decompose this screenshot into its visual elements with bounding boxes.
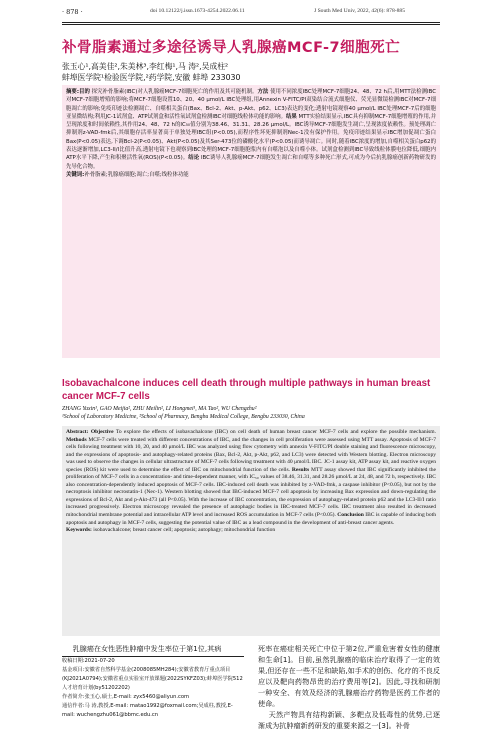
english-abstract-text: Abstract: Objective To explore the effects of isobavachalcone (IBC) on cell death of human breast cancer MCF-7 cells and explore the possible mechanism. Methods MCF-7 cells were treated with different concentrations of IBC, and the changes in cell proliferation were assessed using MTT assay. Apoptosis of MCF-7 cells following treatment with 10, 20, and 40 μmol/L IBC was analyzed using flow cytometry with annexin V-FITC/PI double staining and fluorescence microscopy, and the expressions of apoptosis- and autophagy-related proteins (Bax, Bcl-2, Akt, p-Akt, p62, and LC3) were detected with Western blotting. Electron microscopy was used to observe the changes in cellular ultrastructure of MCF-7 cells following treatment with 40 μmol/L IBC. JC-1 assay kit, ATP assay kit, and reactive oxygen species (ROS) kit were used to determine the effect of IBC on mitochondrial function of the cells. Results MTT assay showed that IBC significantly inhibited the proliferation of MCF-7 cells in a concentration- and time-dependent manner, with IC₅₀ values of 38.46, 31.31, and 28.26 μmol/L at 24, 48, and 72 h, respectively. IBC also concentration-dependently induced apoptosis of MCF-7 cells. IBC-induced cell death was inhibited by z-VAD-fmk, a caspase inhibitor (P<0.05), but not by the necroptosis inhibitor necrostatin-1 (Nec-1). Western blotting showed that IBC-induced MCF-7 cell apoptosis by increasing Bax expression and down-regulating the expressions of Bcl-2, Akt and p-Akt-473 (all P<0.05). With the increase of IBC concentration, the expression of autophagy-related protein p62 and the LC3-II/I ratio increased progressively. Electron microscopy revealed the presence of autophagic bodies in IBC-treated MCF-7 cells. IBC treatment also resulted in decreased mitochondrial membrane potential and intracellular ATP level and increased ROS accumulation in MCF-7 cells (P<0.05). Conclusion IBC is capable of inducing both apoptosis and autophagy in MCF-7 cells, suggesting the potential value of IBC as a lead compound in the development of anti-breast cancer agents. [66, 429, 436, 526]
english-authors: ZHANG Yuxin¹, GAO Meijia², ZHU Meilin², LI Hongmei¹, MA Tao², WU Chengzhu² [62, 406, 257, 412]
footnote-author-info: 作者简介:张玉心,硕士,E-mail: zyx5460@aliyun.com [62, 694, 190, 700]
body-right-paragraph-2: 天然产物具有结构新颖、多靶点及低毒性的优势,已逐渐成为抗肿瘤新药研发的重要来源之一[3]。补骨 [258, 710, 440, 730]
footnotes [62, 657, 244, 720]
english-affiliation: ¹School of Laboratory Medicine, ²School of Pharmacy, Bengbu Medical College, Bengbu 233030, China [62, 414, 305, 420]
footnote-received: 收稿日期:2021-07-20 [62, 658, 115, 664]
running-header [0, 0, 502, 22]
chinese-abstract-text: 摘要:目的 探究补骨脂素(IBC)对人乳腺癌MCF-7细胞死亡的作用及其可能机制。方法 使用不同浓度IBC处理MCF-7细胞24、48、72 h后,用MTT法检测IBC对MCF-7细胞增殖的影响;将MCF-7细胞设置10、20、40 μmol/L IBC处理组,用Annexin V-FITC/PI双染结合流式细胞仪、荧光显微镜检测IBC对MCF-7细胞凋亡的影响;免疫印迹法检测凋亡、自噬相关蛋白(Bax、Bcl-2、Akt、p-Akt、p62、LC3)表达的变化;透射电镜观察40 μmol/L IBC处理MCF-7后的细胞亚显微结构;利用JC-1试剂盒、ATP试剂盒和活性氧试剂盒检测IBC对细胞线粒体功能的影响。结果 MTT实验结果显示,IBC具有抑制MCF-7细胞增殖的作用,并呈现浓度和时间依赖性,其作用24、48、72 h的IC₅₀值分别为38.46、31.31、28.26 μmol/L。IBC诱导MCF-7细胞发生凋亡,呈现浓度依赖性。预处理凋亡抑制剂z-VAD-fmk后,其细胞存活率显著高于单独处理IBC组(P<0.05),而程序性坏死抑制剂Nec-1没有保护作用。免疫印迹结果显示IBC增加促凋亡蛋白Bax(P<0.05)表达,下调Bcl-2(P<0.05)、Akt(P<0.05)及其Ser-473位的磷酸化水平(P<0.05)而诱导凋亡。同时,随着IBC浓度的增加,自噬相关蛋白p62的表达逐渐增加,LC3-II/I比值升高,透射电镜下也观察到IBC处理的MCF-7细胞胞浆内有自噬泡以及自噬小体。试剂盒检测到IBC导致线粒体膜电位降低,细胞内ATP水平下降,产生和积聚活性氧(ROS)(P<0.05)。结论 IBC诱导人乳腺癌MCF-7细胞发生凋亡和自噬等多种死亡形式,可成为今后抗乳腺癌创新药物研发的先导化合物。 [66, 89, 436, 170]
body-left-column [62, 643, 244, 654]
chinese-authors: 张玉心¹,高美佳²,朱美林³,李红梅¹,马 涛²,吴成柱² [62, 62, 229, 71]
page-number: · 878 · [62, 8, 83, 16]
journal-citation: J South Med Univ, 2022, 42(6): 878-885 [314, 8, 405, 14]
doi-text[interactable]: doi 10.12122/j.issn.1673-4254.2022.06.11 [150, 8, 245, 14]
body-left-paragraph: 乳腺癌在女性恶性肿瘤中发生率位于第1位,其病 [72, 644, 222, 653]
english-keywords: Keywords: isobavachalcone; breast cancer cell; apoptosis; autophagy; mitochondrial function [66, 527, 276, 534]
chinese-title: 补骨脂素通过多途径诱导人乳腺癌MCF-7细胞死亡 [62, 40, 401, 56]
header-rule-bottom [62, 24, 440, 25]
footnote-corresponding: 通信作者:马 涛,教授,E-mail: matao1992@foxmail.com;吴成柱,教授,E-mail: wuchengzhu061@bbmc.edu.cn [62, 703, 233, 718]
header-rule-top [62, 22, 440, 23]
chinese-keywords: 关键词:补骨脂素;乳腺癌细胞;凋亡;自噬;线粒体功能 [66, 171, 189, 178]
body-right-column [258, 643, 440, 731]
footnote-funding: 基金项目:安徽省自然科学基金(2008085MH284);安徽省教育厅重点项目(KJ2021A0794);安徽省重点实验室开放课题(2022SYKFZ03);蚌埠医学院512人才培育计划(by51202202) [62, 667, 243, 691]
chinese-affiliation: 蚌埠医学院¹检验医学院,²药学院,安徽 蚌埠 233030 [62, 73, 241, 82]
english-abstract-box [62, 426, 440, 636]
body-right-paragraph-1: 死率在癌症相关死亡中位于第2位,严重危害着女性的健康和生命[1]。目前,虽然乳腺癌的临床治疗取得了一定的效果,但还存在一些不足和缺陷,如手术的创伤、化疗的不良反应以及靶向药物昂贵的治疗费用等[2]。因此,寻找和研制一种安全、有效及经济的乳腺癌治疗药物是医药工作者的使命。 [258, 644, 440, 708]
chinese-abstract-box [62, 85, 440, 358]
english-title: Isobavachalcone induces cell death through multiple pathways in human breast cancer MCF-7 cells [62, 378, 431, 402]
